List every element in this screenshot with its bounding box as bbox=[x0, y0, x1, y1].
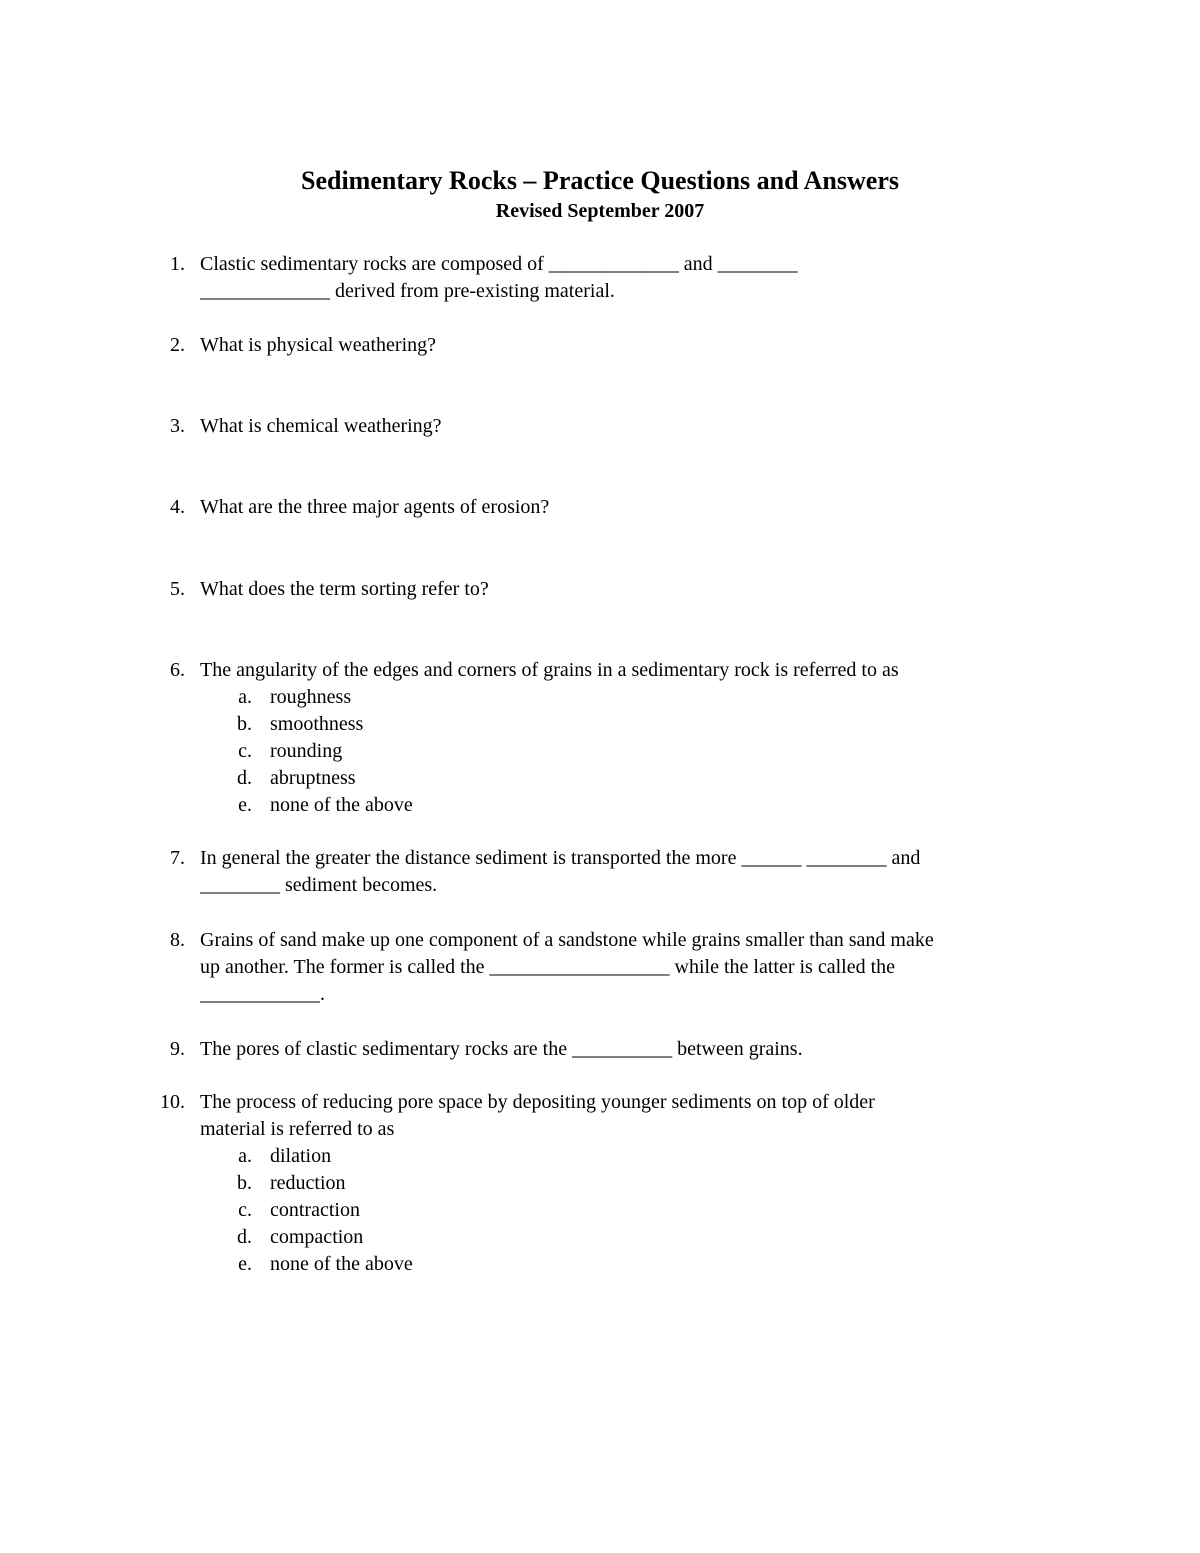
question-text bbox=[200, 657, 899, 684]
question-number: 7. bbox=[170, 847, 185, 869]
option-item bbox=[0, 1251, 1200, 1278]
question-text bbox=[200, 332, 436, 359]
option-item bbox=[0, 792, 1200, 819]
question-text bbox=[200, 576, 489, 603]
question-number: 6. bbox=[170, 659, 185, 681]
option-text: rounding bbox=[270, 740, 343, 762]
question-line: What are the three major agents of erosion? bbox=[200, 496, 550, 518]
option-letter: d. bbox=[237, 767, 252, 789]
question-line: In general the greater the distance sediment is transported the more ______ ________ and bbox=[200, 847, 921, 869]
question-number: 2. bbox=[170, 334, 185, 356]
question-line: _____________ derived from pre-existing material. bbox=[200, 280, 615, 302]
question-text bbox=[200, 1089, 875, 1143]
question-text bbox=[200, 927, 934, 1008]
option-text: none of the above bbox=[270, 794, 413, 816]
option-letter: b. bbox=[237, 713, 252, 735]
option-text: abruptness bbox=[270, 767, 356, 789]
page-subtitle: Revised September 2007 bbox=[495, 200, 705, 222]
question-line: ________ sediment becomes. bbox=[200, 874, 438, 896]
option-item bbox=[0, 1224, 1200, 1251]
option-letter: c. bbox=[238, 740, 252, 762]
question-line: What is physical weathering? bbox=[200, 334, 437, 356]
option-text: contraction bbox=[270, 1199, 360, 1221]
option-text: dilation bbox=[270, 1145, 332, 1167]
page-title: Sedimentary Rocks – Practice Questions and Answers bbox=[301, 166, 899, 195]
question-number: 4. bbox=[170, 496, 185, 518]
option-letter: d. bbox=[237, 1226, 252, 1248]
option-letter: c. bbox=[238, 1199, 252, 1221]
question-text bbox=[200, 251, 798, 305]
option-item bbox=[0, 738, 1200, 765]
option-text: compaction bbox=[270, 1226, 364, 1248]
option-item bbox=[0, 765, 1200, 792]
question-text bbox=[200, 494, 549, 521]
question-6-options bbox=[0, 684, 1200, 819]
option-text: smoothness bbox=[270, 713, 364, 735]
question-line: The angularity of the edges and corners of grains in a sedimentary rock is referred to as bbox=[200, 659, 899, 681]
option-item bbox=[0, 1170, 1200, 1197]
question-number: 8. bbox=[170, 929, 185, 951]
question-text bbox=[200, 845, 920, 899]
question-10-options bbox=[0, 1143, 1200, 1278]
option-letter: b. bbox=[237, 1172, 252, 1194]
question-line: Grains of sand make up one component of a sandstone while grains smaller than sand make bbox=[200, 929, 934, 951]
option-text: roughness bbox=[270, 686, 352, 708]
option-item bbox=[0, 1143, 1200, 1170]
question-line: Clastic sedimentary rocks are composed of _____________ and ________ bbox=[200, 253, 798, 275]
question-number: 3. bbox=[170, 415, 185, 437]
option-letter: e. bbox=[238, 1253, 252, 1275]
option-item bbox=[0, 684, 1200, 711]
question-line: The process of reducing pore space by depositing younger sediments on top of older bbox=[200, 1091, 875, 1113]
question-line: material is referred to as bbox=[200, 1118, 395, 1140]
option-item bbox=[0, 1197, 1200, 1224]
question-text bbox=[200, 1036, 803, 1063]
option-text: reduction bbox=[270, 1172, 346, 1194]
question-line: What is chemical weathering? bbox=[200, 415, 442, 437]
option-text: none of the above bbox=[270, 1253, 413, 1275]
option-item bbox=[0, 711, 1200, 738]
question-number: 1. bbox=[170, 253, 185, 275]
option-letter: e. bbox=[238, 794, 252, 816]
question-line: up another. The former is called the __________________ while the latter is called the bbox=[200, 956, 895, 978]
question-line: The pores of clastic sedimentary rocks are the __________ between grains. bbox=[200, 1038, 803, 1060]
option-letter: a. bbox=[238, 686, 252, 708]
question-text bbox=[200, 413, 442, 440]
question-number: 9. bbox=[170, 1038, 185, 1060]
option-letter: a. bbox=[238, 1145, 252, 1167]
question-line: What does the term sorting refer to? bbox=[200, 578, 489, 600]
question-line: ____________. bbox=[200, 983, 325, 1005]
question-number: 5. bbox=[170, 578, 185, 600]
question-number: 10. bbox=[160, 1091, 185, 1113]
